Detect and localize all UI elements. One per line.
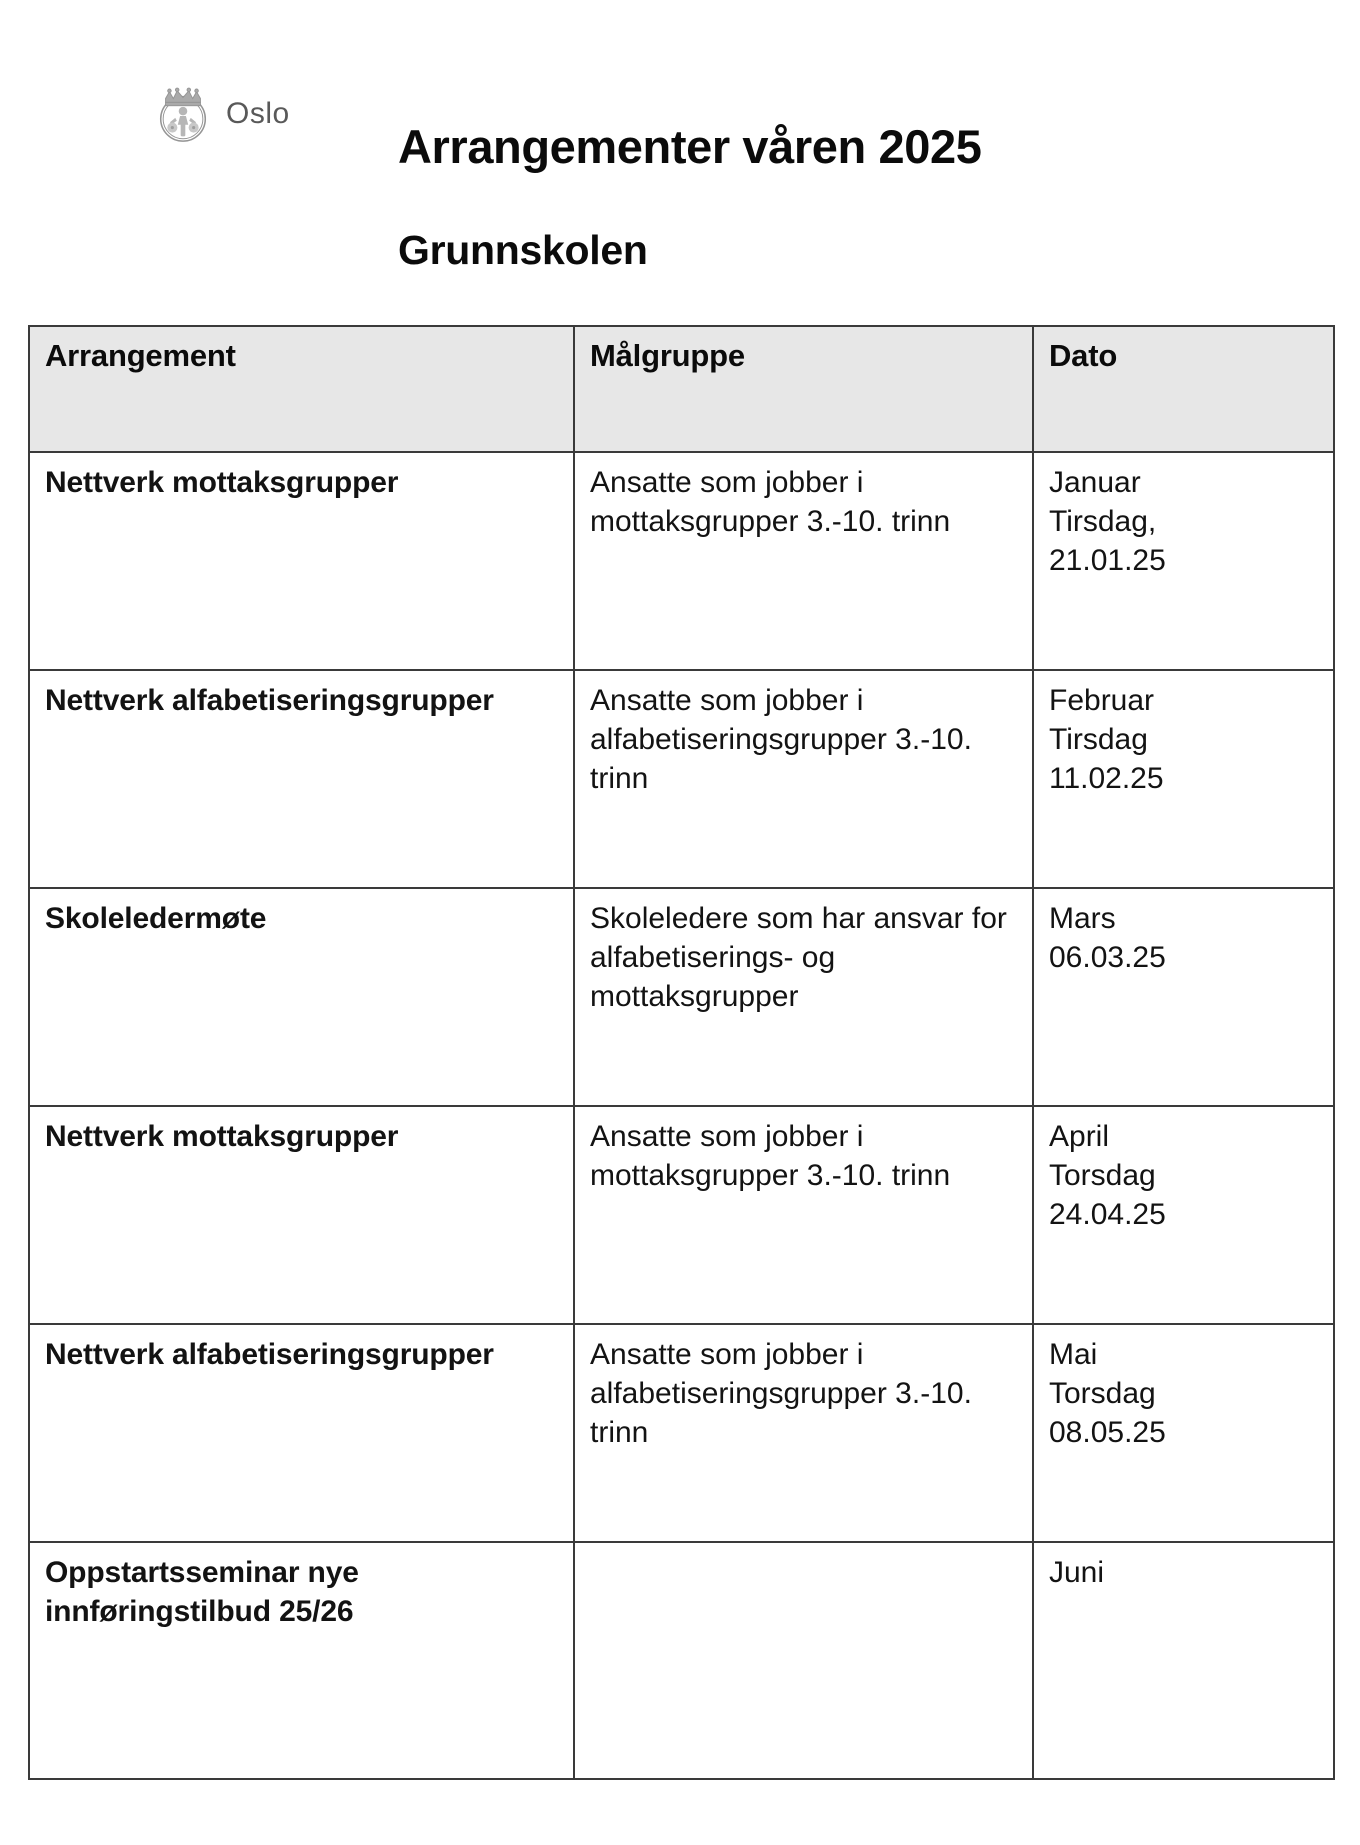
cell-malgruppe: Ansatte som jobber i mottaksgrupper 3.-10. trinn bbox=[574, 1106, 1033, 1324]
cell-arrangement: Oppstartsseminar nye innføringstilbud 25/26 bbox=[29, 1542, 574, 1779]
cell-dato-line: Tirsdag bbox=[1049, 723, 1148, 756]
document-header bbox=[0, 70, 1360, 174]
table-row bbox=[29, 1324, 1334, 1542]
table-body bbox=[29, 452, 1334, 1779]
cell-malgruppe: Skoleledere som har ansvar for alfabetiserings- og mottaksgrupper bbox=[574, 888, 1033, 1106]
cell-dato-line: Februar bbox=[1049, 684, 1155, 717]
cell-dato bbox=[1033, 1542, 1334, 1779]
column-header-dato: Dato bbox=[1033, 326, 1334, 452]
cell-malgruppe: Ansatte som jobber i alfabetiseringsgrupper 3.-10. trinn bbox=[574, 670, 1033, 888]
cell-malgruppe: Ansatte som jobber i mottaksgrupper 3.-10. trinn bbox=[574, 452, 1033, 670]
cell-dato-line: Torsdag bbox=[1049, 1159, 1156, 1192]
cell-dato-line: Tirsdag, bbox=[1049, 505, 1157, 538]
cell-dato-line: Mai bbox=[1049, 1338, 1098, 1371]
oslo-coat-of-arms-icon bbox=[152, 84, 214, 146]
column-header-malgruppe: Målgruppe bbox=[574, 326, 1033, 452]
column-header-arrangement: Arrangement bbox=[29, 326, 574, 452]
cell-dato bbox=[1033, 888, 1334, 1106]
cell-dato bbox=[1033, 452, 1334, 670]
table-row bbox=[29, 1106, 1334, 1324]
cell-dato-line: 08.05.25 bbox=[1049, 1416, 1166, 1449]
cell-dato bbox=[1033, 1106, 1334, 1324]
events-table bbox=[28, 325, 1335, 1780]
cell-malgruppe bbox=[574, 1542, 1033, 1779]
cell-malgruppe: Ansatte som jobber i alfabetiseringsgrupper 3.-10. trinn bbox=[574, 1324, 1033, 1542]
cell-arrangement: Nettverk alfabetiseringsgrupper bbox=[29, 670, 574, 888]
cell-dato bbox=[1033, 670, 1334, 888]
cell-dato-line: Juni bbox=[1049, 1556, 1105, 1589]
oslo-logo-wordmark: Oslo bbox=[226, 97, 290, 130]
cell-arrangement: Nettverk mottaksgrupper bbox=[29, 1106, 574, 1324]
cell-arrangement: Nettverk mottaksgrupper bbox=[29, 452, 574, 670]
page-subtitle: Grunnskolen bbox=[398, 227, 648, 274]
cell-dato-line: 21.01.25 bbox=[1049, 544, 1166, 577]
cell-dato-line: 06.03.25 bbox=[1049, 941, 1166, 974]
cell-dato-line: 11.02.25 bbox=[1049, 762, 1164, 795]
cell-dato-line: Torsdag bbox=[1049, 1377, 1156, 1410]
cell-dato bbox=[1033, 1324, 1334, 1542]
cell-dato-line: Mars bbox=[1049, 902, 1116, 935]
table-row bbox=[29, 888, 1334, 1106]
table-row bbox=[29, 452, 1334, 670]
table-header-row bbox=[29, 326, 1334, 452]
cell-dato-line: April bbox=[1049, 1120, 1110, 1153]
page-title: Arrangementer våren 2025 bbox=[398, 120, 982, 174]
cell-arrangement: Nettverk alfabetiseringsgrupper bbox=[29, 1324, 574, 1542]
cell-arrangement: Skoleledermøte bbox=[29, 888, 574, 1106]
table-row bbox=[29, 670, 1334, 888]
events-table-wrapper bbox=[28, 325, 1333, 1780]
cell-dato-line: Januar bbox=[1049, 466, 1141, 499]
table-head bbox=[29, 326, 1334, 452]
table-row bbox=[29, 1542, 1334, 1779]
oslo-logo bbox=[152, 70, 290, 160]
cell-dato-line: 24.04.25 bbox=[1049, 1198, 1166, 1231]
